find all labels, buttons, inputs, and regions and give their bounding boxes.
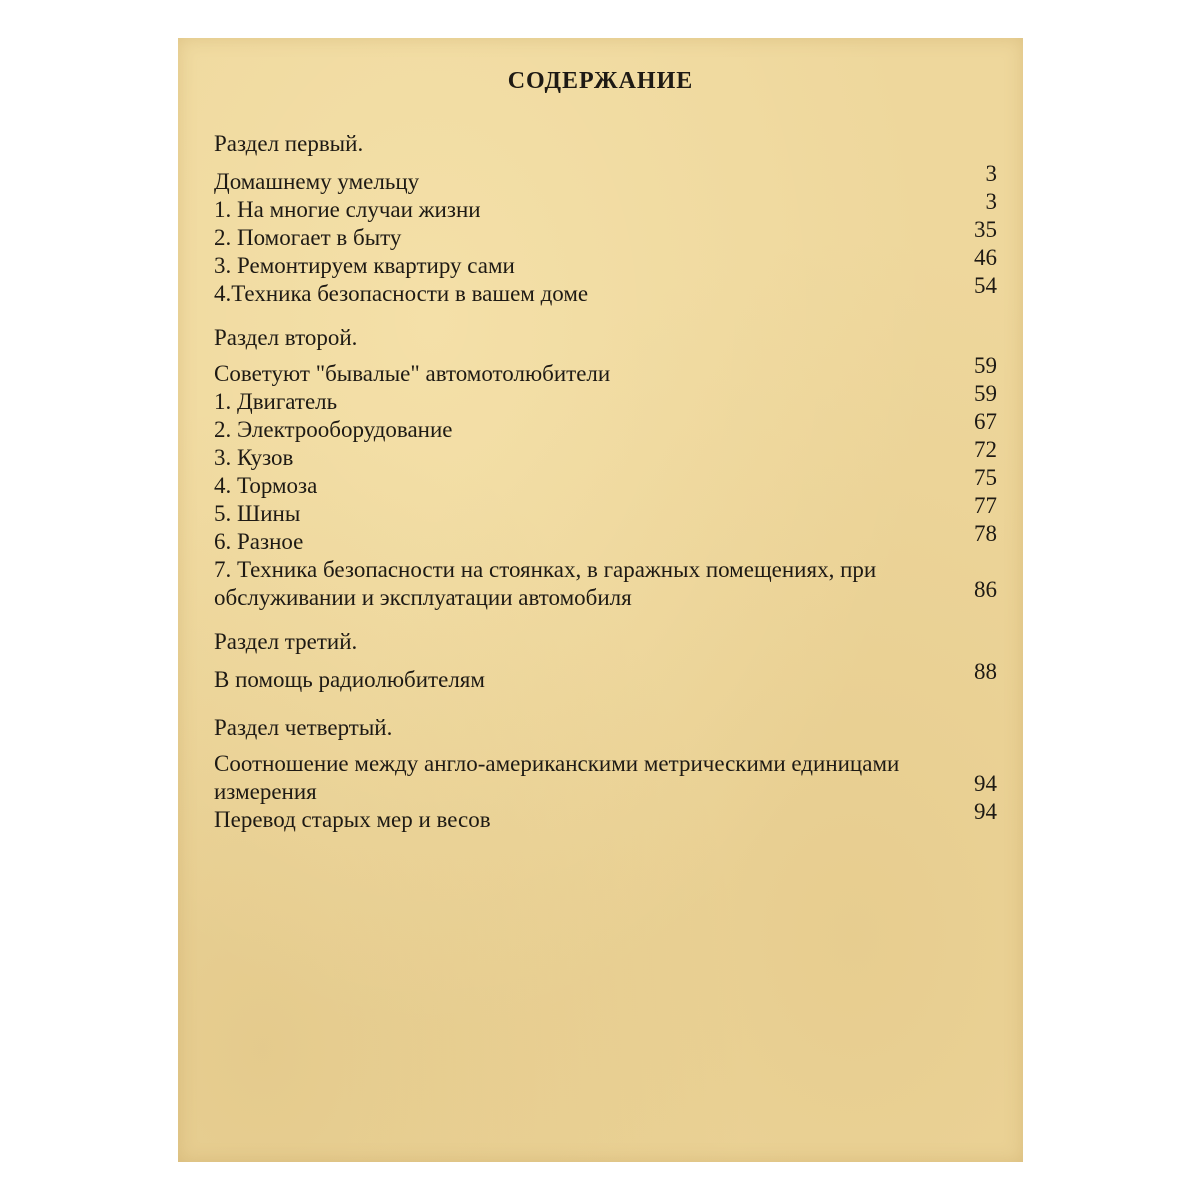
toc-entry-page: 88 bbox=[974, 659, 997, 684]
toc-entry-page: 75 bbox=[974, 465, 997, 490]
toc-entry-page: 59 bbox=[974, 353, 997, 378]
toc-entry-label: 3. Кузов bbox=[214, 445, 294, 470]
toc-entry bbox=[214, 799, 997, 834]
toc-entry bbox=[214, 493, 997, 528]
toc-entry bbox=[214, 437, 997, 472]
toc-entry bbox=[214, 409, 997, 444]
page-title: СОДЕРЖАНИЕ bbox=[507, 68, 694, 94]
toc-entry-label: 3. Ремонтируем квартиру сами bbox=[214, 253, 515, 278]
toc-entry-label: 6. Разное bbox=[214, 529, 304, 554]
toc-entry bbox=[214, 217, 997, 252]
toc-entry-label: 1. Двигатель bbox=[214, 389, 338, 414]
toc-entry-label-line2: измерения bbox=[214, 779, 317, 804]
toc-entry bbox=[214, 353, 997, 388]
toc-entry-page: 77 bbox=[974, 493, 997, 518]
toc-entry bbox=[214, 556, 1005, 612]
toc-entry-label: Перевод старых мер и весов bbox=[214, 807, 491, 832]
toc-entry bbox=[214, 273, 997, 308]
section-heading: Раздел первый. bbox=[214, 131, 364, 156]
toc-entry bbox=[214, 521, 997, 556]
toc-entry-label: Домашнему умельцу bbox=[214, 169, 420, 194]
toc-entry bbox=[214, 659, 997, 694]
toc-entry-page: 46 bbox=[974, 245, 997, 270]
toc-entry-label: Советуют "бывалые" автомотолюбители bbox=[214, 361, 611, 386]
section-heading: Раздел второй. bbox=[214, 325, 358, 350]
toc-entry-page: 86 bbox=[974, 577, 997, 602]
toc-entry-label: 2. Электрооборудование bbox=[214, 417, 453, 442]
toc-entry-label-line2: обслуживании и эксплуатации автомобиля bbox=[214, 585, 632, 610]
toc-entry-page: 3 bbox=[985, 189, 997, 214]
toc-entry-label: 4. Тормоза bbox=[214, 473, 318, 498]
toc-entry-page: 35 bbox=[974, 217, 997, 242]
toc-entry-label: 2. Помогает в быту bbox=[214, 225, 402, 250]
toc-entry-label: 4.Техника безопасности в вашем доме bbox=[214, 281, 589, 306]
section-heading: Раздел четвертый. bbox=[214, 715, 393, 740]
toc-entry bbox=[214, 381, 997, 416]
toc-entry-page: 59 bbox=[974, 381, 997, 406]
toc-entry-page: 67 bbox=[974, 409, 997, 434]
toc-entry-page: 94 bbox=[974, 799, 997, 824]
toc-entry-page: 54 bbox=[974, 273, 997, 298]
toc-entry-page: 94 bbox=[974, 771, 997, 796]
toc-entry-label-line1: Соотношение между англо-американскими метрическими единицами bbox=[214, 751, 900, 776]
toc-entry bbox=[214, 189, 997, 224]
toc-entry-label: В помощь радиолюбителям bbox=[214, 667, 485, 692]
toc-entry-label: 1. На многие случаи жизни bbox=[214, 197, 481, 222]
section-heading: Раздел третий. bbox=[214, 629, 358, 654]
toc-entry bbox=[214, 245, 997, 280]
document-page bbox=[178, 38, 1023, 1162]
toc-entry bbox=[214, 750, 1017, 806]
toc-entry-page: 78 bbox=[974, 521, 997, 546]
toc-entry-page: 3 bbox=[985, 161, 997, 186]
toc-entry bbox=[214, 465, 997, 500]
toc-entry-label-line1: 7. Техника безопасности на стоянках, в гаражных помещениях, при bbox=[214, 557, 877, 582]
toc-entry bbox=[214, 161, 997, 196]
toc-entry-page: 72 bbox=[974, 437, 997, 462]
toc-entry-label: 5. Шины bbox=[214, 501, 301, 526]
